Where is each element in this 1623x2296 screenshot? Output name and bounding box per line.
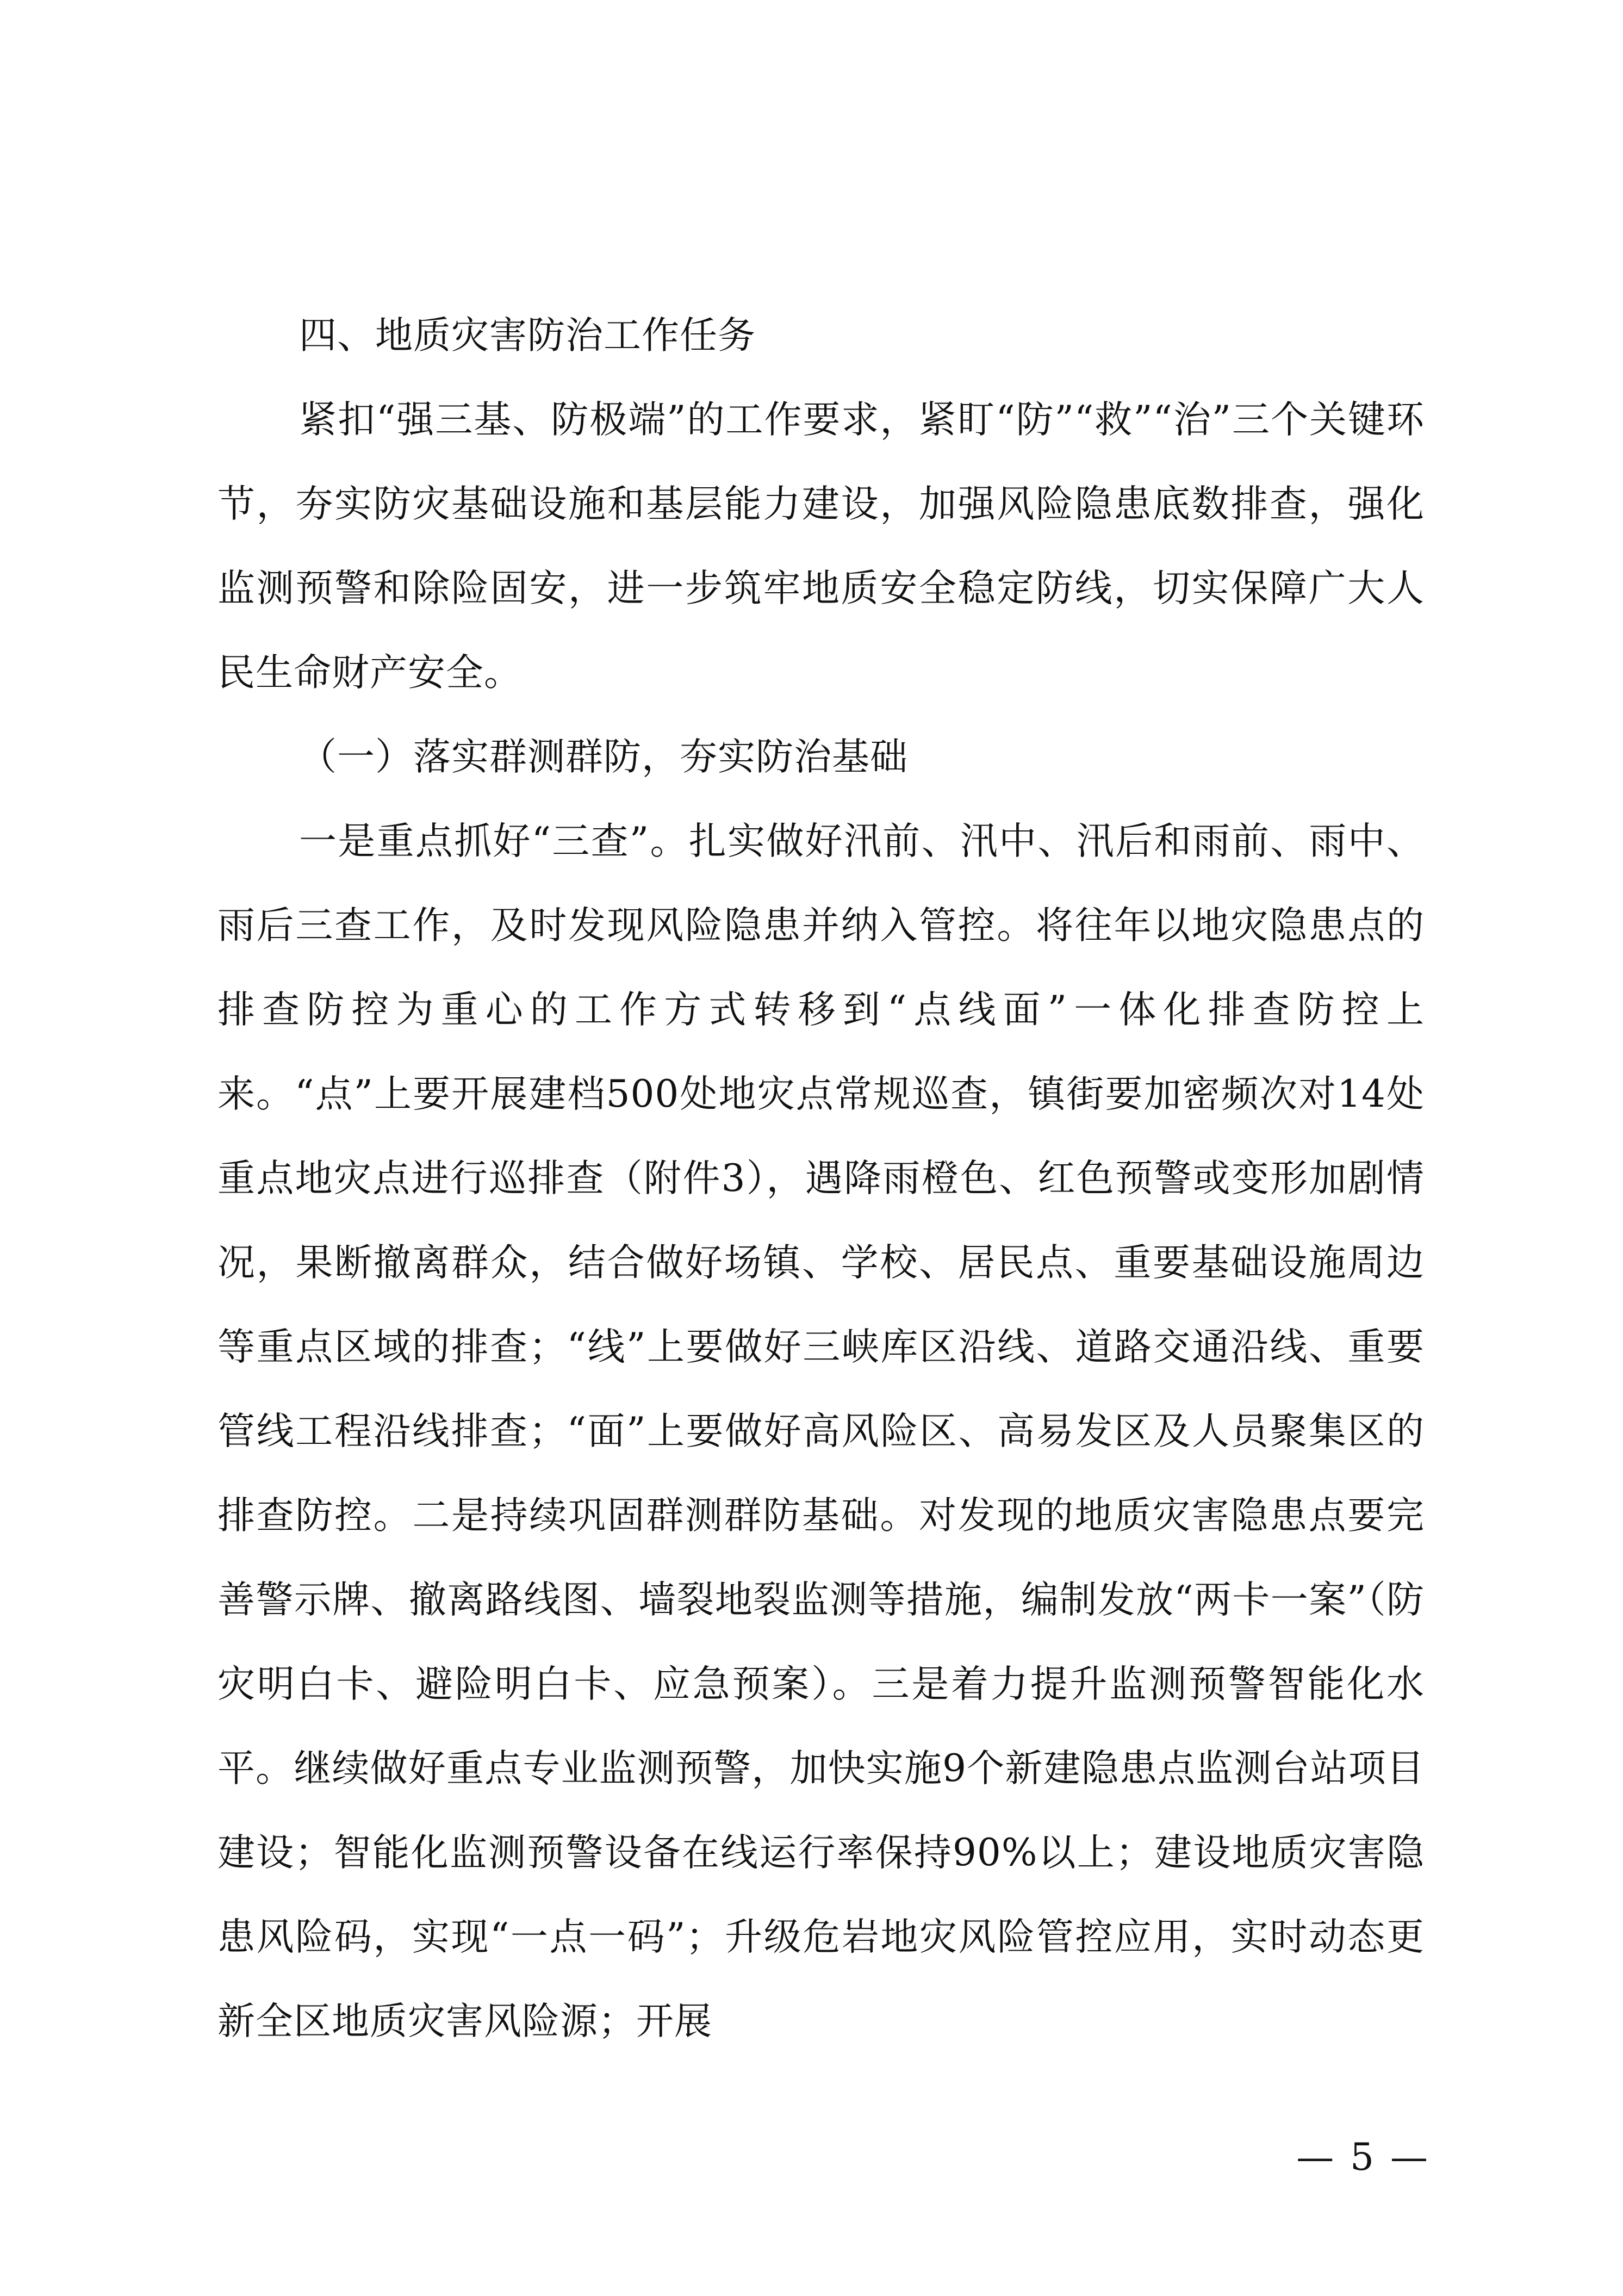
document-body [217,294,1425,2064]
subsection-heading: （一）落实群测群防，夯实防治基础 [299,735,908,779]
body-paragraph: 一是重点抓好“三查”。扎实做好汛前、汛中、汛后和雨前、雨中、雨后三查工作，及时发现风险隐患并纳入管控。将往年以地灾隐患点的排查防控为重心的工作方式转移到“点线面”一体化排查防控上来。“点”上要开展建档500处地灾点常规巡查，镇街要加密频次对14处重点地灾点进行巡排查（附件3），遇降雨橙色、红色预警或变形加剧情况，果断撤离群众，结合做好场镇、学校、居民点、重要基础设施周边等重点区域的排查；“线”上要做好三峡库区沿线、道路交通沿线、重要管线工程沿线排查；“面”上要做好高风险区、高易发区及人员聚集区的排查防控。二是持续巩固群测群防基础。对发现的地质灾害隐患点要完善警示牌、撤离路线图、墙裂地裂监测等措施，编制发放“两卡一案”（防灾明白卡、避险明白卡、应急预案）。三是着力提升监测预警智能化水平。继续做好重点专业监测预警，加快实施9个新建隐患点监测台站项目建设；智能化监测预警设备在线运行率保持90%以上；建设地质灾害隐患风险码，实现“一点一码”；升级危岩地灾风险管控应用，实时动态更新全区地质灾害风险源；开展 [217,820,1425,2043]
page-number: — 5 — [1296,2136,1430,2179]
section-heading: 四、地质灾害防治工作任务 [299,314,756,357]
intro-paragraph: 紧扣“强三基、防极端”的工作要求，紧盯“防”“救”“治”三个关键环节，夯实防灾基础设施和基层能力建设，加强风险隐患底数排查，强化监测预警和除险固安，进一步筑牢地质安全稳定防线，切实保障广大人民生命财产安全。 [217,398,1425,694]
